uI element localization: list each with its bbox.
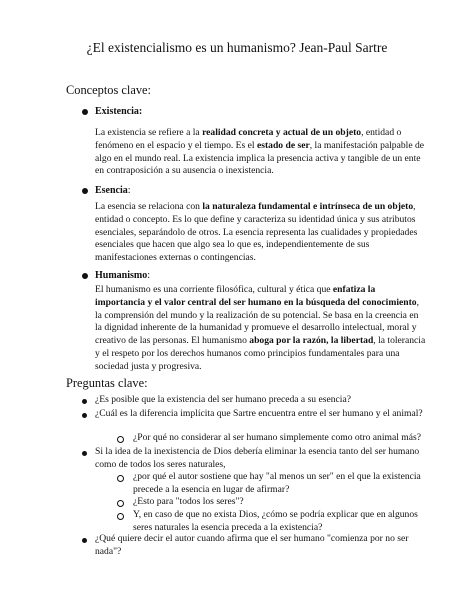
circle-bullet-icon	[117, 436, 124, 443]
question-3a: ¿por qué el autor sostiene que hay "al menos un ser" en el que la existencia precede a la esencia en lugar de afirmar?	[133, 471, 421, 495]
bullet-icon	[82, 399, 87, 404]
concept-term-esencia	[95, 185, 131, 197]
circle-bullet-icon	[117, 500, 124, 507]
bullet-icon	[82, 538, 87, 543]
document-title: ¿El existencialismo es un humanismo? Jean-Paul Sartre	[86, 40, 388, 55]
question-3b: ¿Esto para "todos los seres"?	[133, 496, 244, 507]
bold-text: realidad concreta y actual de un objeto	[202, 127, 362, 138]
bullet-icon	[82, 188, 88, 194]
concept-term-colon: :	[147, 270, 151, 281]
text-run: , entidad o fenómeno en el espacio y el tiempo. Es el	[95, 127, 402, 151]
bullet-icon	[82, 109, 88, 115]
text-run: , la manifestación palpable de algo en el mundo real. La existencia implica la presencia activa y tangible de un ente en contraposición a su ausencia o inexistencia.	[95, 139, 425, 177]
bold-text: enfatiza la importancia y el valor central del ser humano en la búsqueda del conocimiento	[95, 284, 417, 308]
concept-term-existencia: Existencia:	[95, 106, 143, 117]
text-run: La existencia se refiere a la	[95, 127, 203, 138]
circle-bullet-icon	[117, 475, 124, 482]
text-run: La esencia se relaciona con	[95, 201, 203, 212]
bold-text: estado de ser	[256, 139, 310, 151]
concept-term-colon: :	[127, 185, 131, 196]
bullet-icon	[82, 273, 88, 279]
question-2: ¿Cuál es la diferencia implícita que Sartre encuentra entre el ser humano y el animal?	[95, 408, 423, 419]
preguntas-heading: Preguntas clave:	[66, 376, 148, 390]
question-4: ¿Qué quiere decir el autor cuando afirma que el ser humano "comienza por no ser nada"?	[95, 533, 409, 557]
bullet-icon	[82, 451, 87, 456]
concept-text-esencia	[95, 201, 427, 265]
bullet-icon	[82, 413, 87, 418]
concept-term-humanismo-label: Humanismo	[95, 270, 148, 281]
concept-text-humanismo	[95, 284, 427, 374]
text-run: , entidad o concepto. Es lo que define y caracteriza su identidad única y sus atributos esenciales, separándolo de otros. La esencia representa las cualidades y propiedades esenciales que hacen que algo sea lo que es, independientemente de sus manifestaciones externas o contingencias.	[95, 201, 418, 264]
conceptos-heading: Conceptos clave:	[66, 83, 151, 97]
circle-bullet-icon	[117, 513, 124, 520]
question-1: ¿Es posible que la existencia del ser humano preceda a su esencia?	[95, 394, 351, 405]
text-run: , la tolerancia y el respeto por los derechos humanos como principios fundamentales para una sociedad justa y progresiva.	[95, 335, 426, 372]
question-3c: Y, en caso de que no exista Dios, ¿cómo se podría explicar que en algunos seres naturales la esencia preceda a la existencia?	[133, 509, 418, 533]
concept-term-esencia-label: Esencia	[95, 185, 128, 196]
bold-text: aboga por la razón, la libertad	[249, 335, 374, 347]
concept-term-humanismo	[95, 270, 150, 282]
concept-text-existencia	[95, 127, 427, 178]
text-run: , la comprensión del mundo y la realización de su potencial. Se basa en la creencia en la dignidad inherente de la humanidad y promueve el desarrollo intelectual, moral y creativo de las personas. El humanismo	[95, 296, 419, 347]
question-3: Si la idea de la inexistencia de Dios debería eliminar la esencia tanto del ser humano como de todos los seres naturales,	[95, 446, 420, 470]
question-2a: ¿Por qué no considerar al ser humano simplemente como otro animal más?	[133, 432, 421, 443]
text-run: El humanismo es una corriente filosófica, cultural y ética que	[95, 284, 333, 295]
bold-text: la naturaleza fundamental e intrínseca de un objeto	[202, 201, 414, 212]
